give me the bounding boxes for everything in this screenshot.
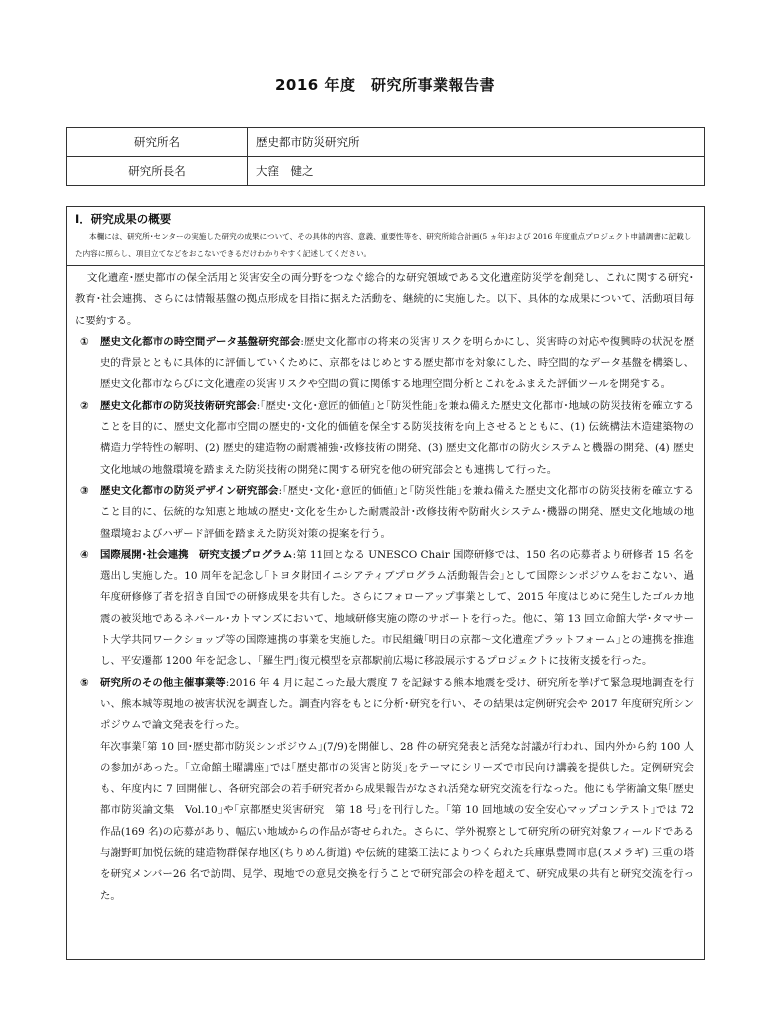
item-title: 歴史文化都市の防災デザイン研究部会 [100,484,279,497]
report-body [67,266,704,907]
item-number: ② [80,399,89,412]
list-item [75,673,694,737]
item-title: 歴史文化都市の時空間データ基盤研究部会 [100,335,301,348]
item-number: ① [80,335,89,348]
table-row [67,128,705,157]
section-instructions: 本欄には、研究所･センターの実施した研究の成果について、その具体的内容、意義、重要性等を、研究所総合計画(5 ヵ年)および 2016 年度重点プロジェクト申請調書に記載した内容に照らし、項目立てなどをおこないできるだけわかりやすく記述してください。 [67,227,704,266]
item-title: 研究所のその他主催事業等 [100,676,226,689]
item-number: ⑤ [80,676,89,689]
item-number: ④ [80,548,89,561]
item-text: :｢歴史･文化･意匠的価値｣と｢防災性能｣を兼ね備えた歴史文化都市･地域の防災技術を確立することを目的に、歴史文化都市空間の歴史的･文化的価値を保全する防災技術を向上させるとともに、(1) 伝統構法木造建築物の構造力学特性の解明、(2) 歴史的建造物の耐震補強･改修技術の開発、(3) 歴史文化都市の防火システムと機器の開発、(4) 歴史文化地域の地盤環境を踏まえた防災技術の開発に関する研究を他の研究部会とも連携して行った。 [100,399,694,476]
item-text: :2016 年 4 月に起こった最大震度 7 を記録する熊本地震を受け、研究所を挙げて緊急現地調査を行い、熊本城等現地の被害状況を調査した。調査内容をもとに分析･研究を行い、その結果は定例研究会や 2017 年度研究所シンポジウムで論文発表を行った。 [100,676,694,732]
list-item [75,481,694,545]
info-table [66,127,705,186]
report-section [66,206,705,960]
director-label: 研究所長名 [67,157,248,186]
list-item-continuation [75,737,694,907]
institute-value: 歴史都市防災研究所 [248,128,705,157]
item-text: :｢歴史･文化･意匠的価値｣と｢防災性能｣を兼ね備えた歴史文化都市の防災技術を確立すること目的に、伝統的な知恵と地域の歴史･文化を生かした耐震設計･改修技術や防耐火システム･機器の開発、歴史文化地域の地盤環境およびハザード評価を踏まえた防災対策の提案を行う。 [100,484,694,540]
list-item [75,332,694,396]
intro-paragraph: 文化遺産･歴史都市の保全活用と災害安全の両分野をつなぐ総合的な研究領域である文化遺産防災学を創発し、これに関する研究･教育･社会連携、さらには情報基盤の拠点形成を目指に据えた活動を、継続的に実施した。以下、具体的な成果について、活動項目毎に要約する。 [75,272,694,327]
item-text: 年次事業｢第 10 回･歴史都市防災シンポジウム｣(7/9)を開催し、28 件の研究発表と活発な討議が行われ、国内外から約 100 人の参加があった。｢立命館土曜講座｣では｢歴史都市の災害と防災｣をテーマにシリーズで市民向け講義を提供した。定例研究会も、年度内に 7 回開催し、各研究部会の若手研究者から成果報告がなされ活発な研究交流を行なった。他にも学術論文集｢歴史都市防災論文集 Vol.10｣や｢京都歴史災害研究 第 18 号｣を刊行した。｢第 10 回地域の安全安心マップコンテスト｣では 72 作品(169 名)の応募があり、幅広い地域からの作品が寄せられた。さらに、学外視察として研究所の研究対象フィールドである与謝野町加悦伝統的建造物群保存地区(ちりめん街道) や伝統的建築工法によりつくられた兵庫県豊岡市息(スメラギ) 三重の塔を研究メンバー26 名で訪問、見学、現地での意見交換を行うことで研究部会の枠を超えて、研究成果の共有と研究交流を行った。 [100,740,694,902]
item-title: 歴史文化都市の防災技術研究部会 [100,399,257,412]
item-text: :第 11回となる UNESCO Chair 国際研修では、150 名の応募者より研修者 15 名を選出し実施した。10 周年を記念し｢トヨタ財団イニシアティブプログラム活動報告会｣として国際シンポジウムをおこない、過年度研修修了者を招き自国での研修成果を共有した。さらにフォローアップ事業として、2015 年度はじめに発生したゴルカ地震の被災地であるネパール･カトマンズにおいて、地域研修実施の際のサポートを行った。他に、第 13 回立命館大学･タマサート大学共同ワークショップ等の国際連携の事業を実施した。市民組織｢明日の京都～文化遺産プラットフォーム｣との連携を推進し、平安遷都 1200 年を記念し、｢羅生門｣復元模型を京都駅前広場に移設展示するプロジェクトに技術支援を行った。 [100,548,695,668]
list-item [75,545,694,673]
item-number: ③ [80,484,89,497]
document-title: 2016 年度 研究所事業報告書 [275,76,495,94]
table-row [67,157,705,186]
director-value: 大窪 健之 [248,157,705,186]
institute-label: 研究所名 [67,128,248,157]
section-heading: Ⅰ．研究成果の概要 [75,212,172,226]
list-item [75,396,694,481]
item-text: :歴史文化都市の将来の災害リスクを明らかにし、災害時の対応や復興時の状況を歴史的背景とともに具体的に評価していくために、京都をはじめとする歴史都市を対象にした、時空間的なデータ基盤を構築し、歴史文化都市ならびに文化遺産の災害リスクや空間の質に関係する地理空間分析とこれをふまえた評価ツールを開発する。 [100,335,694,391]
item-title: 国際展開･社会連携 研究支援プログラム [100,548,293,561]
